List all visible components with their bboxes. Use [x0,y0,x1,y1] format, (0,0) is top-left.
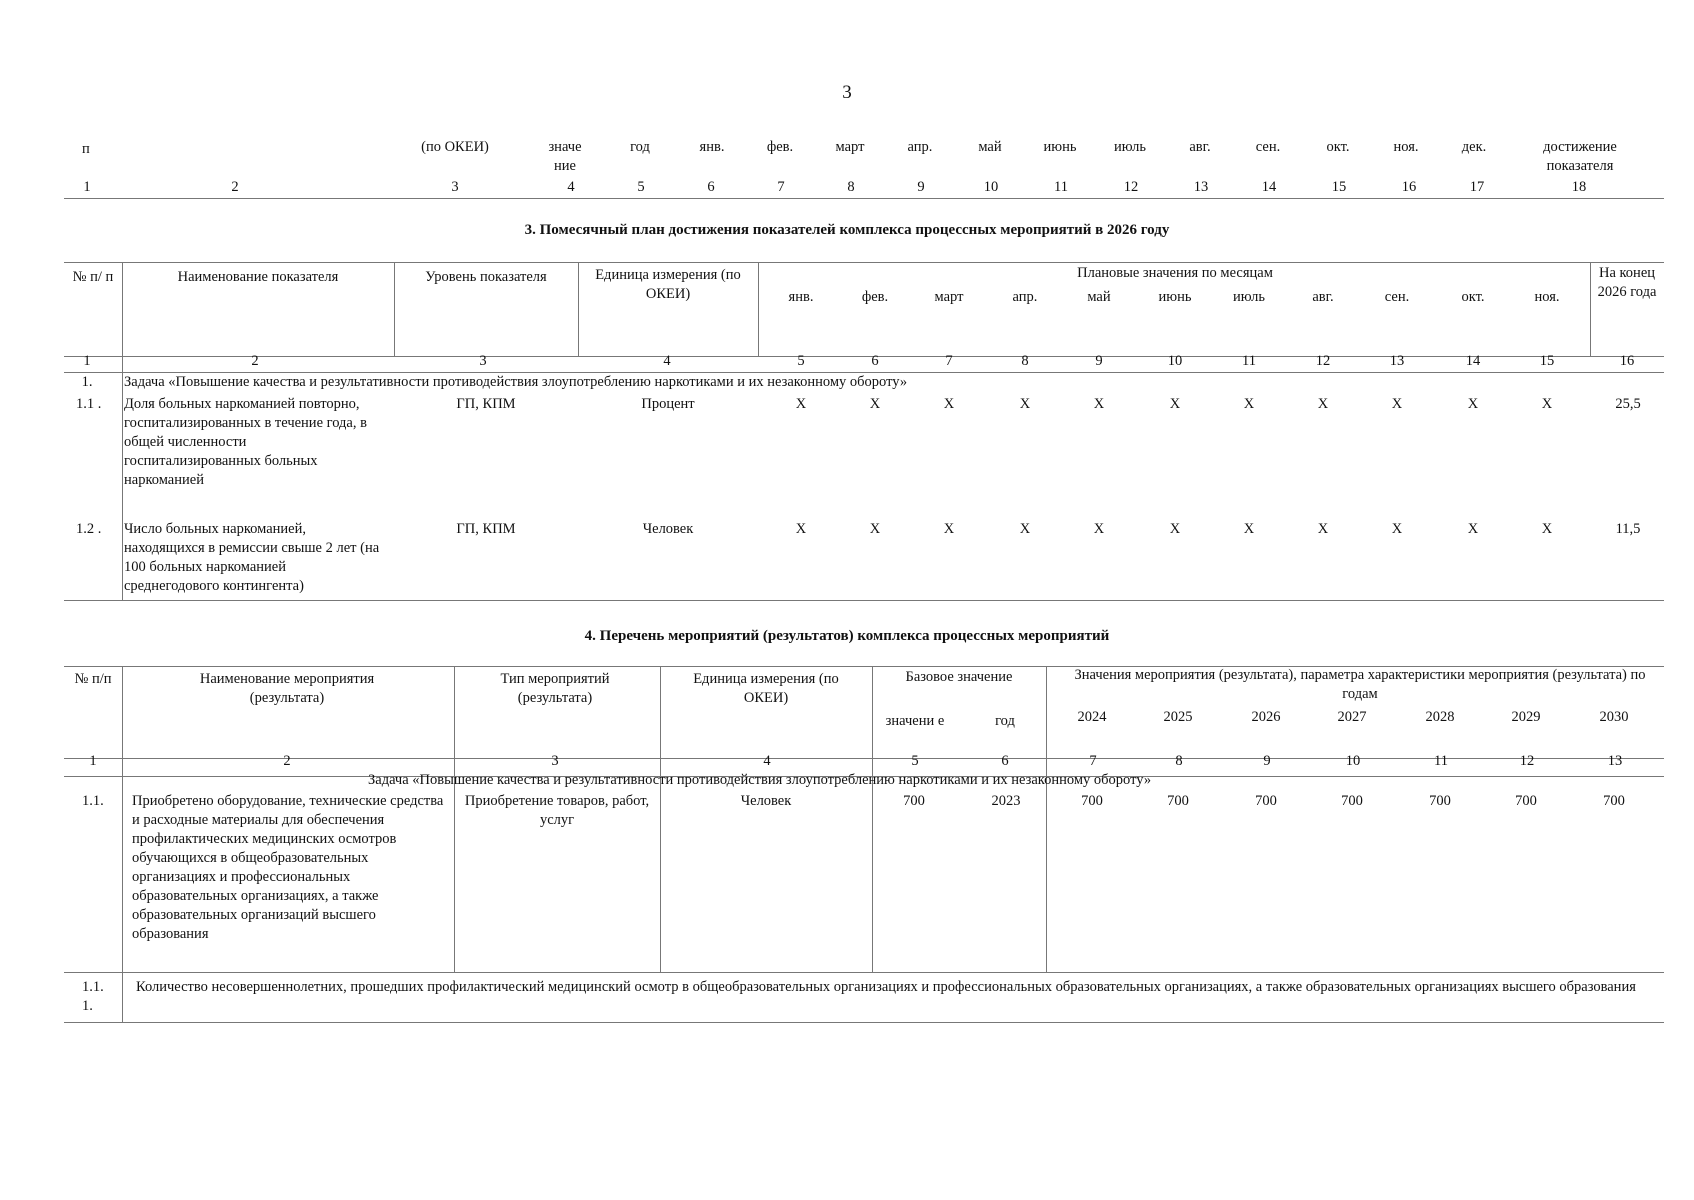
s3-month: авг. [1312,289,1334,305]
s4-row-type: Приобретение товаров, работ, услуг [464,793,650,828]
s4-subrow-num: 1.1. 1. [82,979,104,1014]
s3-num: 9 [1095,353,1103,369]
s3-row1-name: Доля больных наркоманией повторно, госпитализированных в течение года, в общей численности госпитализированных больных наркоманией [124,396,367,488]
s4-row-base-year: 2023 [991,793,1021,809]
s3-num: 2 [251,353,259,369]
s3-row1-m: X [1317,396,1329,412]
s3-row1-m: X [795,396,807,412]
prev-num: 6 [707,179,715,195]
s3-col-plan: Плановые значения по месяцам [1077,265,1273,281]
s3-col-num: № п/ п [72,269,114,285]
prev-num: 7 [777,179,785,195]
s3-col-end: На конец 2026 года [1597,265,1657,300]
s4-num: 11 [1434,753,1448,769]
s3-month: июнь [1158,289,1192,305]
s4-col-base: Базовое значение [905,669,1013,685]
s3-num: 10 [1167,353,1183,369]
s3-row1-m: X [1093,396,1105,412]
s3-row2-m: X [1391,521,1403,537]
prev-num: 2 [231,179,239,195]
s4-year: 2027 [1337,709,1367,725]
s3-row1-num: 1.1 . [76,396,102,412]
s3-num: 13 [1389,353,1405,369]
prev-header-m11: ноя. [1393,139,1419,155]
section4-title: 4. Перечень мероприятий (результатов) комплекса процессных мероприятий [584,628,1110,644]
s4-col-type: Тип мероприятий (результата) [500,671,610,706]
prev-num: 14 [1261,179,1277,195]
s3-num: 7 [945,353,953,369]
s3-row1-unit: Процент [641,396,695,412]
s4-num: 5 [911,753,919,769]
s4-num: 7 [1089,753,1097,769]
s4-row-value: 700 [1081,793,1103,809]
section3-title: 3. Помесячный план достижения показателей комплекса процессных мероприятий в 2026 году [524,222,1170,238]
s3-row1-m: X [1541,396,1553,412]
s4-num: 13 [1607,753,1623,769]
s3-row2-m: X [1093,521,1105,537]
s4-row-unit: Человек [740,793,792,809]
s3-row2-m: X [1243,521,1255,537]
s3-row2-level: ГП, КПМ [456,521,516,537]
prev-num: 1 [83,179,91,195]
s4-year: 2026 [1251,709,1281,725]
s4-col-num: № п/п [74,671,112,687]
s3-row2-m: X [1019,521,1031,537]
s3-row1-level: ГП, КПМ [456,396,516,412]
s4-num: 12 [1519,753,1535,769]
s4-row-value: 700 [1603,793,1625,809]
s4-year: 2025 [1163,709,1193,725]
s4-col-name: Наименование мероприятия (результата) [199,671,375,706]
s3-row1-m: X [1467,396,1479,412]
s4-row-value: 700 [1429,793,1451,809]
s3-row2-end: 11,5 [1615,521,1641,537]
s4-year: 2024 [1077,709,1107,725]
s3-row1-end: 25,5 [1615,396,1641,412]
prev-header-n: п [82,141,90,157]
s4-col-unit: Единица измерения (по ОКЕИ) [693,671,839,706]
s3-task-text: Задача «Повышение качества и результативности противодействия злоупотреблению наркотиками и их незаконному обороту» [124,374,908,390]
prev-header-m9: сен. [1255,139,1281,155]
prev-header-m10: окт. [1326,139,1350,155]
s3-month: сен. [1384,289,1410,305]
prev-num: 18 [1571,179,1587,195]
s4-year: 2028 [1425,709,1455,725]
s3-row2-num: 1.2 . [76,521,102,537]
s4-base-year-label: год [995,713,1015,729]
prev-header-okei: (по ОКЕИ) [421,139,489,155]
s3-num: 8 [1021,353,1029,369]
prev-num: 3 [451,179,459,195]
prev-num: 5 [637,179,645,195]
s3-row2-name: Число больных наркоманией, находящихся в ремиссии свыше 2 лет (на 100 больных наркоманией среднегодового контингента) [124,521,380,594]
s3-month: март [934,289,964,305]
s3-row1-m: X [1169,396,1181,412]
s4-num: 10 [1345,753,1361,769]
s3-row1-m: X [943,396,955,412]
s3-num: 5 [797,353,805,369]
s3-col-unit: Единица измерения (по ОКЕИ) [595,267,741,302]
prev-header-m2: фев. [766,139,794,155]
s4-num: 6 [1001,753,1009,769]
s3-col-name: Наименование показателя [177,269,339,285]
prev-header-m5: май [978,139,1002,155]
prev-num: 13 [1193,179,1209,195]
s3-row1-m: X [1243,396,1255,412]
s3-month: апр. [1012,289,1038,305]
s3-num: 12 [1315,353,1331,369]
prev-num: 11 [1054,179,1068,195]
s3-num: 14 [1465,353,1481,369]
s4-year: 2030 [1599,709,1629,725]
s4-row-base-value: 700 [903,793,925,809]
s3-row2-unit: Человек [642,521,694,537]
s3-num: 6 [871,353,879,369]
prev-header-year: год [630,139,650,155]
s3-num: 15 [1539,353,1555,369]
s4-row-num: 1.1. [82,793,104,809]
s3-row2-m: X [1467,521,1479,537]
page-number: 3 [842,82,852,103]
prev-header-m4: апр. [907,139,933,155]
s3-num: 1 [83,353,91,369]
s4-row-value: 700 [1341,793,1363,809]
s3-num: 11 [1242,353,1256,369]
prev-header-m3: март [835,139,865,155]
s3-month: июль [1232,289,1266,305]
s3-month: фев. [861,289,889,305]
prev-header-achieve: достижение показателя [1543,139,1617,174]
s4-base-value-label: значени е [885,713,945,729]
s4-col-values: Значения мероприятия (результата), параметра характеристики мероприятия (результата) по годам [1074,667,1646,702]
s3-col-level: Уровень показателя [425,269,547,285]
s4-num: 9 [1263,753,1271,769]
s4-num: 3 [551,753,559,769]
prev-num: 12 [1123,179,1139,195]
s4-row-value: 700 [1167,793,1189,809]
prev-header-value: значе ние [548,139,582,174]
s4-num: 2 [283,753,291,769]
prev-num: 16 [1401,179,1417,195]
s3-month: янв. [788,289,814,305]
s3-num: 4 [663,353,671,369]
s4-row-value: 700 [1255,793,1277,809]
s3-month: окт. [1461,289,1485,305]
s3-row2-m: X [1169,521,1181,537]
s3-row2-m: X [869,521,881,537]
s3-month: май [1087,289,1111,305]
s3-task-num: 1. [81,374,93,390]
prev-num: 8 [847,179,855,195]
s3-row1-m: X [1019,396,1031,412]
prev-header-m8: авг. [1189,139,1211,155]
s4-num: 4 [763,753,771,769]
s4-num: 1 [89,753,97,769]
prev-num: 15 [1331,179,1347,195]
s3-row1-m: X [1391,396,1403,412]
s4-row-name: Приобретено оборудование, технические средства и расходные материалы для обеспечения профилактических медицинских осмотров обучающихся в общеобразовательных организациях и профессиональных образовательных организациях, а также образовательных организаций высшего образования [132,793,444,942]
s4-subrow-text: Количество несовершеннолетних, прошедших профилактический медицинский осмотр в общеобразовательных организациях и профессиональных образовательных организациях, а также образовательных организациях высшего образования [136,979,1636,995]
prev-header-m12: дек. [1461,139,1487,155]
s4-row-value: 700 [1515,793,1537,809]
prev-num: 4 [567,179,575,195]
prev-header-m1: янв. [699,139,725,155]
s4-task-text: Задача «Повышение качества и результативности противодействия злоупотреблению наркотиками и их незаконному обороту» [368,772,1152,788]
s3-row1-m: X [869,396,881,412]
s4-year: 2029 [1511,709,1541,725]
prev-header-m6: июнь [1043,139,1077,155]
s3-row2-m: X [1317,521,1329,537]
s3-num: 3 [479,353,487,369]
s3-row2-m: X [943,521,955,537]
prev-num: 17 [1469,179,1485,195]
s3-month: ноя. [1534,289,1560,305]
s4-num: 8 [1175,753,1183,769]
s3-row2-m: X [1541,521,1553,537]
s3-num: 16 [1619,353,1635,369]
prev-num: 9 [917,179,925,195]
prev-num: 10 [983,179,999,195]
prev-header-m7: июль [1113,139,1147,155]
s3-row2-m: X [795,521,807,537]
